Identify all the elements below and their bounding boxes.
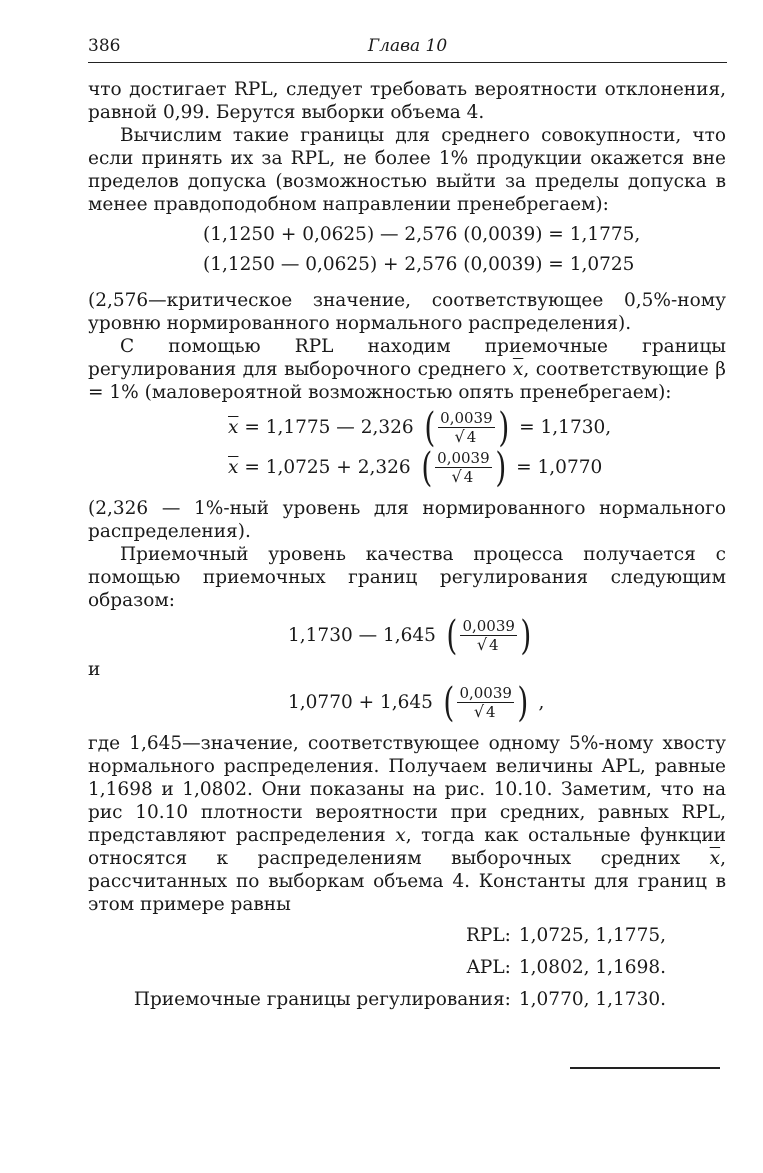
sqrt-denominator	[475, 636, 503, 654]
sqrt-denominator	[453, 428, 481, 446]
fraction-group	[422, 405, 512, 451]
section-end-rule	[570, 1067, 720, 1069]
equation-line	[88, 680, 726, 726]
page-number: 386	[88, 36, 121, 56]
left-paren: (	[446, 613, 458, 659]
equation-line: (1,1250 — 0,0625) + 2,576 (0,0039) = 1,0725	[203, 254, 635, 275]
fraction	[460, 618, 517, 654]
text-run: С помощью RPL находим приемочные границы регулирования для выборочного среднего	[88, 336, 726, 380]
radicand: 4	[489, 636, 499, 654]
table-row	[134, 952, 666, 984]
paragraph-1: что достигает RPL, следует требовать вероятности отклонения, равной 0,99. Берутся выборки объема 4.	[88, 79, 726, 123]
equation-line	[88, 445, 726, 491]
right-paren: )	[517, 680, 529, 726]
fraction-numerator: 0,0039	[459, 684, 512, 702]
text-run: , соответствующие β = 1% (маловероятной возможностью опять пренебрегаем):	[88, 359, 726, 403]
fraction	[435, 450, 492, 486]
paragraph-3: (2,576—критическое значение, соответствующее 0,5%-ному уровню нормированного нормального распределения).	[88, 290, 726, 334]
equation-text: = 1,1775 — 2,326	[238, 417, 420, 438]
fraction-group	[441, 680, 531, 726]
text-run: , тогда как остальные функции относятся к распределениям выборочных средних	[88, 825, 727, 869]
equation-block-1	[88, 220, 726, 280]
paragraph-7	[88, 732, 726, 916]
equation-text: 1,0770 + 1,645	[288, 692, 439, 713]
table-row	[134, 920, 666, 952]
equation-line: (1,1250 + 0,0625) — 2,576 (0,0039) = 1,1775,	[203, 224, 641, 245]
xbar-variable: $\overline{x}$	[228, 417, 239, 438]
radicand: 4	[466, 428, 477, 446]
left-paren: (	[443, 680, 455, 726]
equation-block-2	[88, 405, 726, 491]
constants-table	[134, 920, 666, 1016]
row-value: 1,0802, 1,1698.	[518, 957, 666, 978]
equation-block-3	[88, 613, 726, 726]
paragraph-6: Приемочный уровень качества процесса получается с помощью приемочных границ регулирования следующим образом:	[88, 544, 726, 611]
xbar-variable: $\overline{x}$	[228, 457, 239, 478]
x-variable: x	[395, 825, 406, 846]
constants-summary	[88, 920, 726, 1016]
text-run: где 1,645—значение, соответствующее одному 5%-ному хвосту нормального распределения. Получаем величины APL, равные 1,1698 и 1,0802. Они показаны на рис. 10.10. Заметим, что на рис 10.10 плотности вероятности при средних, равных RPL, представляют распределения	[88, 733, 726, 846]
row-label: RPL:	[465, 925, 511, 946]
radicand: 4	[463, 468, 474, 486]
row-label: Приемочные границы регулирования:	[133, 989, 511, 1010]
paragraph-4	[88, 335, 726, 404]
equation-text: = 1,1730,	[513, 417, 612, 438]
equation-line	[88, 405, 726, 451]
fraction-group	[444, 613, 534, 659]
paragraph-2: Вычислим такие границы для среднего совокупности, что если принять их за RPL, не более 1% продукции окажется вне пределов допуска (возможностью выйти за пределы допуска в менее правдоподобном направлении пренебрегаем):	[88, 125, 726, 215]
conjunction: и	[88, 659, 101, 680]
left-paren: (	[423, 405, 435, 451]
fraction-numerator: 0,0039	[462, 617, 515, 635]
page-header	[88, 36, 727, 63]
xbar-variable: $\overline{x}$	[709, 848, 721, 869]
equation-text: = 1,0770	[510, 457, 603, 478]
equation-text: 1,1730 — 1,645	[288, 625, 442, 646]
right-paren: )	[520, 613, 532, 659]
fraction	[438, 410, 495, 446]
row-value: 1,0725, 1,1775,	[518, 925, 666, 946]
sqrt-denominator	[472, 703, 500, 721]
text-run: , рассчитанных по выборкам объема 4. Константы для границ в этом примере равны	[88, 848, 726, 915]
fraction-numerator: 0,0039	[440, 409, 493, 427]
fraction	[457, 685, 514, 721]
running-title: Глава 10	[367, 36, 448, 56]
radicand: 4	[486, 703, 496, 721]
right-paren: )	[497, 405, 509, 451]
fraction-group	[419, 445, 509, 491]
equation-line	[88, 613, 726, 659]
sqrt-denominator	[450, 468, 478, 486]
right-paren: )	[494, 445, 506, 491]
equation-text: ,	[532, 692, 545, 713]
paragraph-5: (2,326 — 1%-ный уровень для нормированного нормального распределения).	[88, 498, 726, 542]
row-value: 1,0770, 1,1730.	[518, 989, 666, 1010]
page-body	[88, 78, 726, 1016]
table-row	[134, 984, 666, 1016]
xbar-variable: $\overline{x}$	[512, 359, 524, 380]
left-paren: (	[420, 445, 432, 491]
row-label: APL:	[466, 957, 511, 978]
fraction-numerator: 0,0039	[437, 449, 490, 467]
equation-text: = 1,0725 + 2,326	[238, 457, 417, 478]
